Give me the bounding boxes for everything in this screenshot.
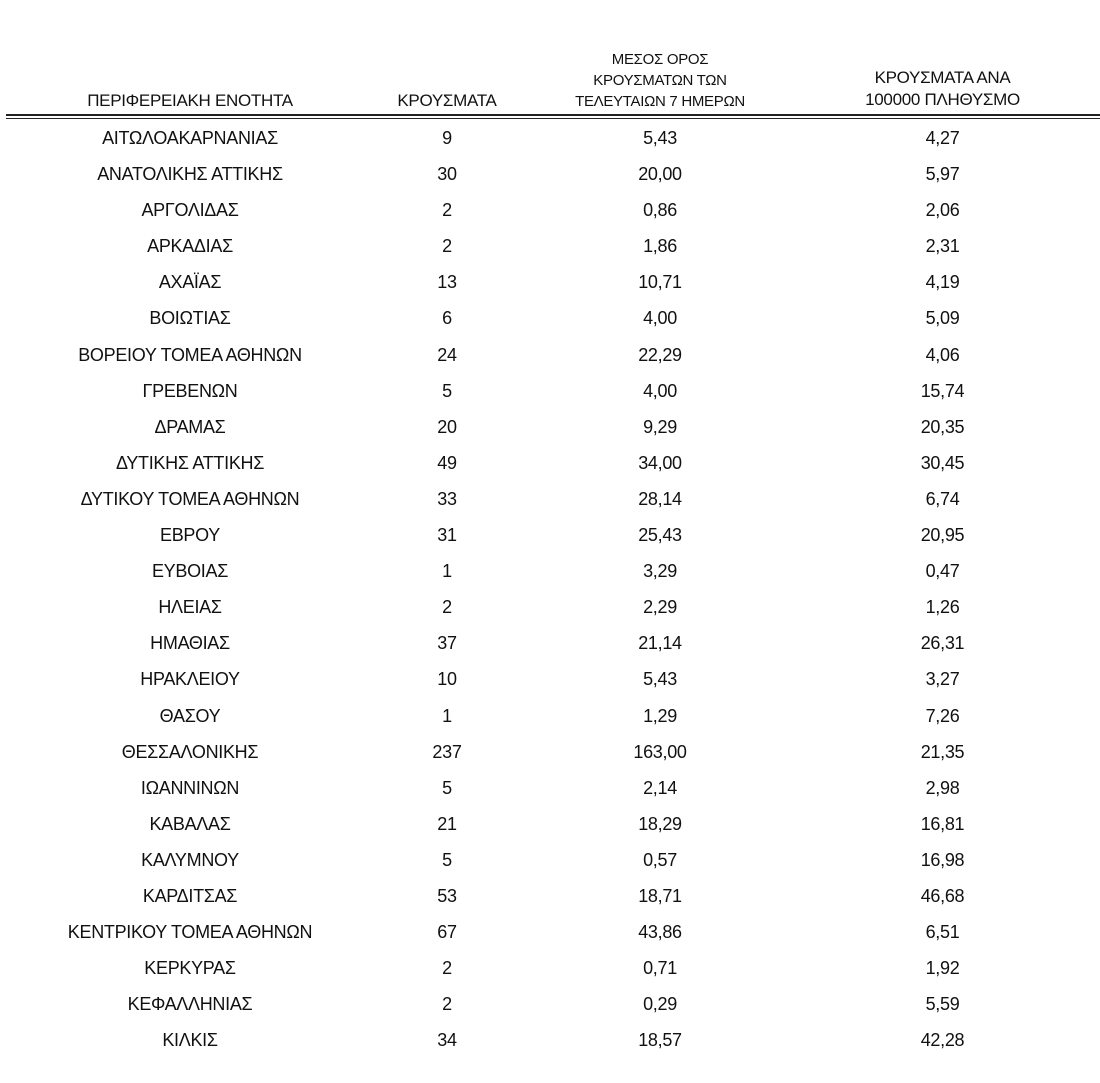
cases-cell: 21	[437, 813, 457, 834]
per-100k-cell: 15,74	[920, 380, 965, 401]
avg-7day-cell: 1,86	[643, 236, 677, 257]
table-row	[0, 1022, 1100, 1058]
region-cell: ΚΑΡΔΙΤΣΑΣ	[142, 885, 238, 906]
region-cell: ΑΙΤΩΛΟΑΚΑΡΝΑΝΙΑΣ	[102, 128, 278, 148]
region-cell: ΘΕΣΣΑΛΟΝΙΚΗΣ	[121, 741, 259, 762]
per-100k-cell: 42,28	[920, 1030, 965, 1051]
table-row	[0, 986, 1100, 1022]
cases-cell: 2	[442, 236, 452, 257]
region-cell: ΔΡΑΜΑΣ	[154, 416, 226, 437]
cases-cell: 37	[437, 633, 457, 654]
avg-7day-cell: 5,43	[643, 128, 677, 148]
per-100k-cell: 26,31	[920, 633, 965, 654]
region-cell: ΓΡΕΒΕΝΩΝ	[142, 380, 238, 401]
cases-cell: 30	[437, 164, 457, 185]
per-100k-cell: 20,35	[920, 416, 965, 437]
avg-7day-cell: 2,29	[643, 597, 677, 618]
avg-7day-cell: 5,43	[643, 669, 677, 690]
header-cases-per-100k-line2: 100000 ΠΛΗΘΥΣΜΟ	[865, 90, 1020, 109]
region-cell: ΕΥΒΟΙΑΣ	[151, 561, 229, 582]
region-cell: ΙΩΑΝΝΙΝΩΝ	[140, 777, 240, 798]
cases-cell: 5	[442, 777, 452, 798]
table-row	[0, 661, 1100, 697]
region-cell: ΗΛΕΙΑΣ	[158, 597, 222, 618]
per-100k-cell: 16,81	[920, 813, 965, 834]
table-row	[0, 409, 1100, 445]
per-100k-cell: 5,59	[925, 994, 960, 1015]
table-row	[0, 300, 1100, 336]
region-cell: ΚΕΡΚΥΡΑΣ	[144, 958, 236, 979]
region-cell: ΗΜΑΘΙΑΣ	[150, 633, 230, 654]
avg-7day-cell: 0,86	[643, 200, 677, 221]
cases-cell: 1	[442, 705, 452, 726]
header-7day-average-line1: ΜΕΣΟΣ ΟΡΟΣ	[611, 51, 709, 68]
per-100k-cell: 0,47	[925, 561, 960, 582]
avg-7day-cell: 25,43	[638, 525, 682, 546]
per-100k-cell: 20,95	[920, 525, 965, 546]
table-row	[0, 264, 1100, 300]
avg-7day-cell: 2,14	[643, 777, 677, 798]
per-100k-cell: 4,27	[925, 128, 960, 148]
table-row	[0, 553, 1100, 589]
table-row	[0, 589, 1100, 625]
cases-cell: 2	[442, 994, 452, 1015]
header-7day-average-line3: ΤΕΛΕΥΤΑΙΩΝ 7 ΗΜΕΡΩΝ	[575, 93, 745, 110]
avg-7day-cell: 4,00	[643, 308, 677, 329]
region-cell: ΚΕΦΑΛΛΗΝΙΑΣ	[127, 994, 253, 1015]
region-cell: ΕΒΡΟΥ	[160, 525, 220, 546]
region-cell: ΑΡΚΑΔΙΑΣ	[147, 236, 233, 257]
region-cell: ΚΑΛΥΜΝΟΥ	[141, 849, 239, 870]
avg-7day-cell: 3,29	[643, 561, 677, 582]
cases-cell: 20	[437, 416, 457, 437]
per-100k-cell: 4,19	[925, 272, 960, 293]
header-7day-average	[555, 49, 765, 112]
cases-cell: 5	[442, 380, 452, 401]
cases-cell: 5	[442, 849, 452, 870]
cases-cell: 67	[437, 922, 457, 943]
region-cell: ΘΑΣΟΥ	[159, 705, 221, 726]
table-row	[0, 770, 1100, 806]
cases-cell: 13	[437, 272, 457, 293]
per-100k-cell: 16,98	[920, 849, 965, 870]
avg-7day-cell: 10,71	[638, 272, 682, 293]
cases-cell: 2	[442, 958, 452, 979]
avg-7day-cell: 43,86	[638, 922, 682, 943]
per-100k-cell: 4,06	[925, 344, 960, 365]
table-row	[0, 445, 1100, 481]
avg-7day-cell: 20,00	[638, 164, 682, 185]
per-100k-cell: 6,74	[925, 488, 960, 509]
header-region: ΠΕΡΙΦΕΡΕΙΑΚΗ ΕΝΟΤΗΤΑ	[87, 91, 293, 110]
table-row	[0, 481, 1100, 517]
cases-cell: 2	[442, 597, 452, 618]
cases-cell: 49	[437, 452, 457, 473]
cases-cell: 31	[437, 525, 457, 546]
avg-7day-cell: 21,14	[638, 633, 682, 654]
avg-7day-cell: 0,71	[643, 958, 677, 979]
avg-7day-cell: 163,00	[633, 741, 687, 762]
header-7day-average-line2: ΚΡΟΥΣΜΑΤΩΝ ΤΩΝ	[593, 72, 727, 89]
table-row	[0, 156, 1100, 192]
region-cell: ΚΕΝΤΡΙΚΟΥ ΤΟΜΕΑ ΑΘΗΝΩΝ	[67, 922, 313, 943]
cases-cell: 33	[437, 488, 457, 509]
region-cell: ΗΡΑΚΛΕΙΟΥ	[140, 669, 240, 690]
per-100k-cell: 2,31	[925, 236, 960, 257]
region-cell: ΔΥΤΙΚΗΣ ΑΤΤΙΚΗΣ	[115, 452, 265, 473]
avg-7day-cell: 18,29	[638, 813, 682, 834]
per-100k-cell: 30,45	[920, 452, 965, 473]
region-cell: ΑΝΑΤΟΛΙΚΗΣ ΑΤΤΙΚΗΣ	[97, 164, 283, 185]
header-cases-per-100k-line1: ΚΡΟΥΣΜΑΤΑ ΑΝΑ	[874, 68, 1011, 87]
cases-cell: 53	[437, 885, 457, 906]
per-100k-cell: 3,27	[925, 669, 960, 690]
cases-cell: 1	[442, 561, 452, 582]
avg-7day-cell: 18,71	[638, 885, 682, 906]
cases-cell: 6	[442, 308, 452, 329]
table-row	[0, 698, 1100, 734]
region-cell: ΒΟΙΩΤΙΑΣ	[149, 308, 231, 329]
avg-7day-cell: 22,29	[638, 344, 682, 365]
table-row	[0, 806, 1100, 842]
table-row	[0, 842, 1100, 878]
avg-7day-cell: 34,00	[638, 452, 682, 473]
cases-cell: 24	[437, 344, 457, 365]
header-divider	[6, 114, 1100, 116]
per-100k-cell: 2,06	[925, 200, 960, 221]
per-100k-cell: 1,92	[925, 958, 960, 979]
per-100k-cell: 7,26	[925, 705, 960, 726]
region-cell: ΚΑΒΑΛΑΣ	[149, 813, 231, 834]
table-row	[0, 228, 1100, 264]
avg-7day-cell: 4,00	[643, 380, 677, 401]
avg-7day-cell: 18,57	[638, 1030, 682, 1051]
per-100k-cell: 46,68	[920, 885, 965, 906]
per-100k-cell: 1,26	[925, 597, 960, 618]
avg-7day-cell: 28,14	[638, 488, 682, 509]
table-row	[0, 625, 1100, 661]
table-row	[0, 120, 1100, 156]
cases-cell: 9	[442, 128, 452, 148]
table-row	[0, 192, 1100, 228]
table-row	[0, 337, 1100, 373]
per-100k-cell: 6,51	[925, 922, 960, 943]
header-cases: ΚΡΟΥΣΜΑΤΑ	[397, 91, 497, 110]
per-100k-cell: 21,35	[920, 741, 965, 762]
cases-cell: 10	[437, 669, 457, 690]
table-row	[0, 373, 1100, 409]
table-row	[0, 517, 1100, 553]
region-cell: ΒΟΡΕΙΟΥ ΤΟΜΕΑ ΑΘΗΝΩΝ	[78, 344, 302, 365]
avg-7day-cell: 0,57	[643, 849, 677, 870]
region-cell: ΑΧΑΪΑΣ	[158, 272, 222, 293]
cases-cell: 34	[437, 1030, 457, 1051]
table-row	[0, 914, 1100, 950]
per-100k-cell: 2,98	[925, 777, 960, 798]
per-100k-cell: 5,09	[925, 308, 960, 329]
header-cases-per-100k	[830, 67, 1055, 111]
avg-7day-cell: 0,29	[643, 994, 677, 1015]
cases-cell: 237	[432, 741, 462, 762]
avg-7day-cell: 9,29	[643, 416, 677, 437]
region-cell: ΑΡΓΟΛΙΔΑΣ	[141, 200, 239, 221]
table-row	[0, 734, 1100, 770]
table-row	[0, 950, 1100, 986]
region-cell: ΔΥΤΙΚΟΥ ΤΟΜΕΑ ΑΘΗΝΩΝ	[80, 488, 300, 509]
per-100k-cell: 5,97	[925, 164, 960, 185]
avg-7day-cell: 1,29	[643, 705, 677, 726]
region-cell: ΚΙΛΚΙΣ	[162, 1030, 218, 1051]
table-body	[0, 120, 1100, 1058]
header-divider-thin	[6, 118, 1100, 119]
cases-cell: 2	[442, 200, 452, 221]
table-row	[0, 878, 1100, 914]
